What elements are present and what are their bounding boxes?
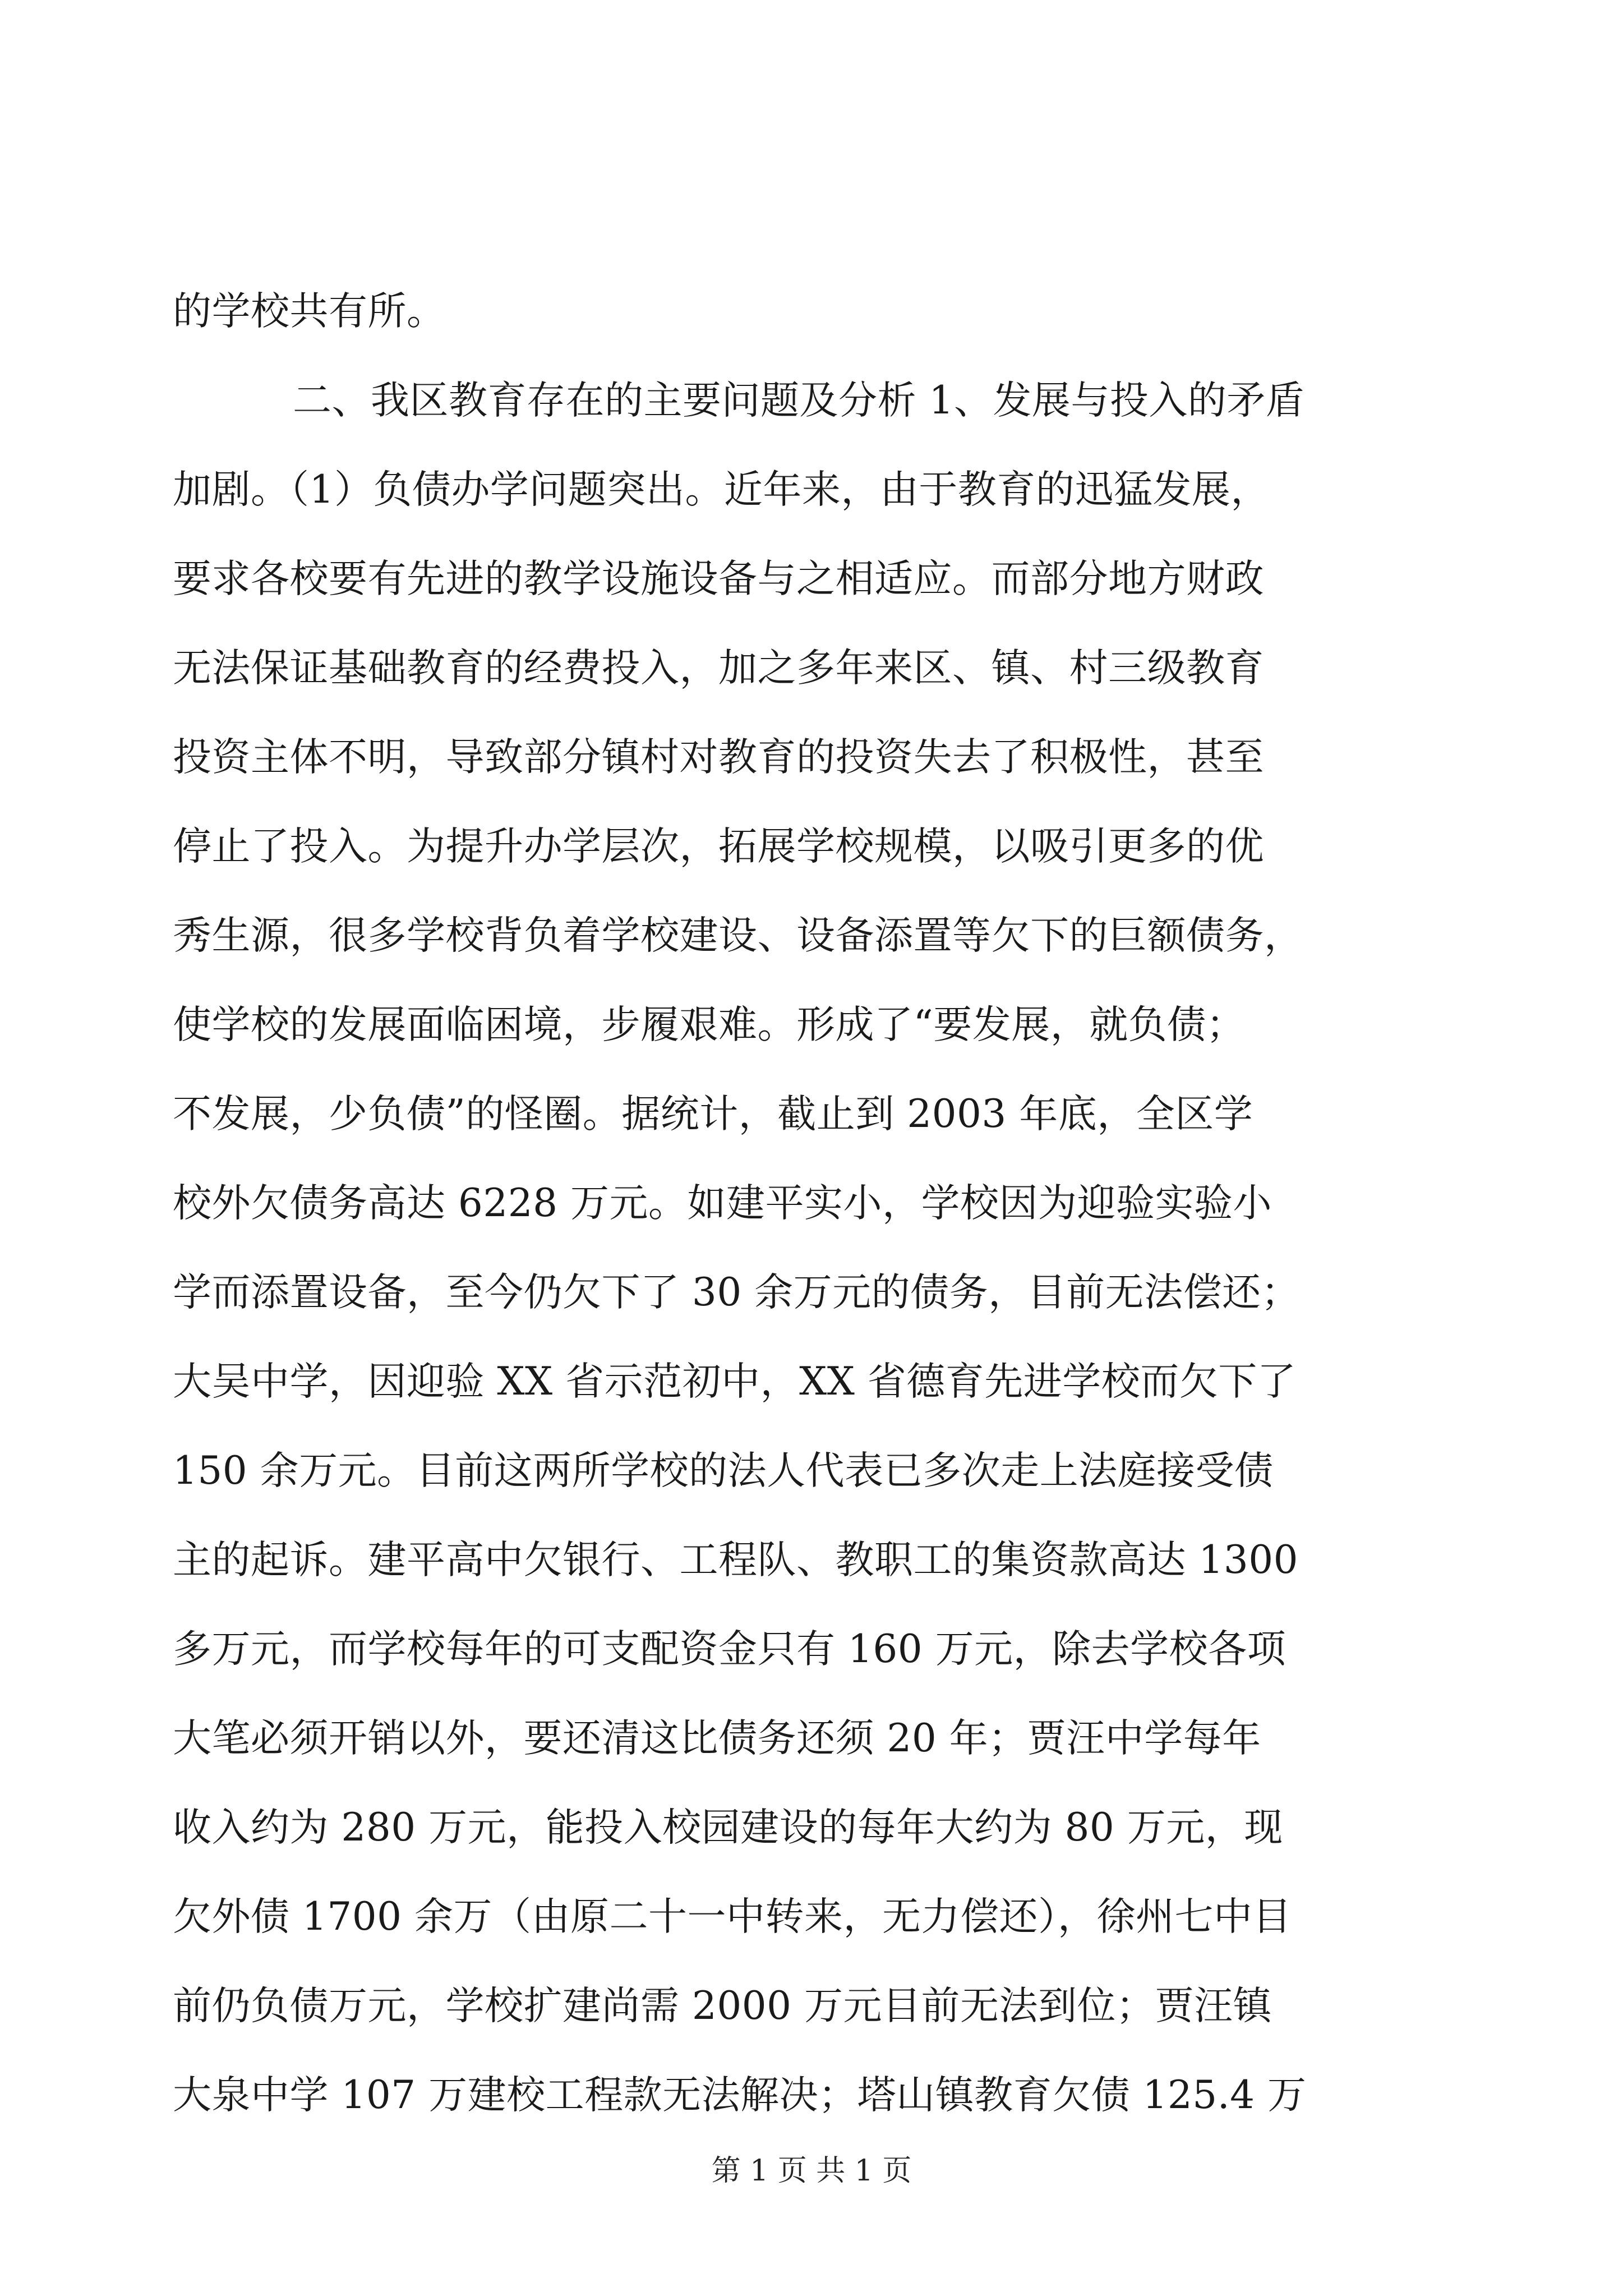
- text-line: 无法保证基础教育的经费投入，加之多年来区、镇、村三级教育: [173, 646, 1264, 691]
- text-line: 秀生源，很多学校背负着学校建设、设备添置等欠下的巨额债务，: [173, 913, 1303, 958]
- text-line: 停止了投入。为提升办学层次，拓展学校规模，以吸引更多的优: [173, 824, 1264, 869]
- text-line: 主的起诉。建平高中欠银行、工程队、教职工的集资款高达 1300: [173, 1538, 1299, 1582]
- page-number-footer: 第 1 页 共 1 页: [711, 2154, 912, 2188]
- text-line: 投资主体不明，导致部分镇村对教育的投资失去了积极性，甚至: [173, 735, 1264, 780]
- text-line: 欠外债 1700 余万（由原二十一中转来，无力偿还），徐州七中目: [173, 1894, 1292, 1939]
- text-line: 使学校的发展面临困境，步履艰难。形成了“要发展，就负债；: [173, 1002, 1246, 1047]
- text-line: 的学校共有所。: [173, 289, 446, 334]
- text-line: 前仍负债万元，学校扩建尚需 2000 万元目前无法到位；贾汪镇: [173, 1984, 1272, 2028]
- text-line: 大笔必须开销以外，要还清这比债务还须 20 年；贾汪中学每年: [173, 1716, 1261, 1761]
- text-line: 收入约为 280 万元，能投入校园建设的每年大约为 80 万元，现: [173, 1805, 1283, 1850]
- text-line: 不发展，少负债”的怪圈。据统计，截止到 2003 年底，全区学: [173, 1092, 1253, 1137]
- text-line: 校外欠债务高达 6228 万元。如建平实小，学校因为迎验实验小: [173, 1181, 1272, 1226]
- text-line: 加剧。（1）负债办学问题突出。近年来，由于教育的迅猛发展，: [173, 467, 1270, 512]
- text-line: 二、我区教育存在的主要问题及分析 1、发展与投入的矛盾: [293, 378, 1305, 423]
- text-line: 大泉中学 107 万建校工程款无法解决；塔山镇教育欠债 125.4 万: [173, 2073, 1307, 2118]
- text-line: 学而添置设备，至今仍欠下了 30 余万元的债务，目前无法偿还；: [173, 1270, 1301, 1315]
- text-line: 多万元，而学校每年的可支配资金只有 160 万元，除去学校各项: [173, 1627, 1287, 1672]
- text-line: 150 余万元。目前这两所学校的法人代表已多次走上法庭接受债: [173, 1448, 1274, 1493]
- text-line: 大吴中学，因迎验 XX 省示范初中，XX 省德育先进学校而欠下了: [173, 1359, 1297, 1404]
- text-line: 要求各校要有先进的教学设施设备与之相适应。而部分地方财政: [173, 556, 1264, 601]
